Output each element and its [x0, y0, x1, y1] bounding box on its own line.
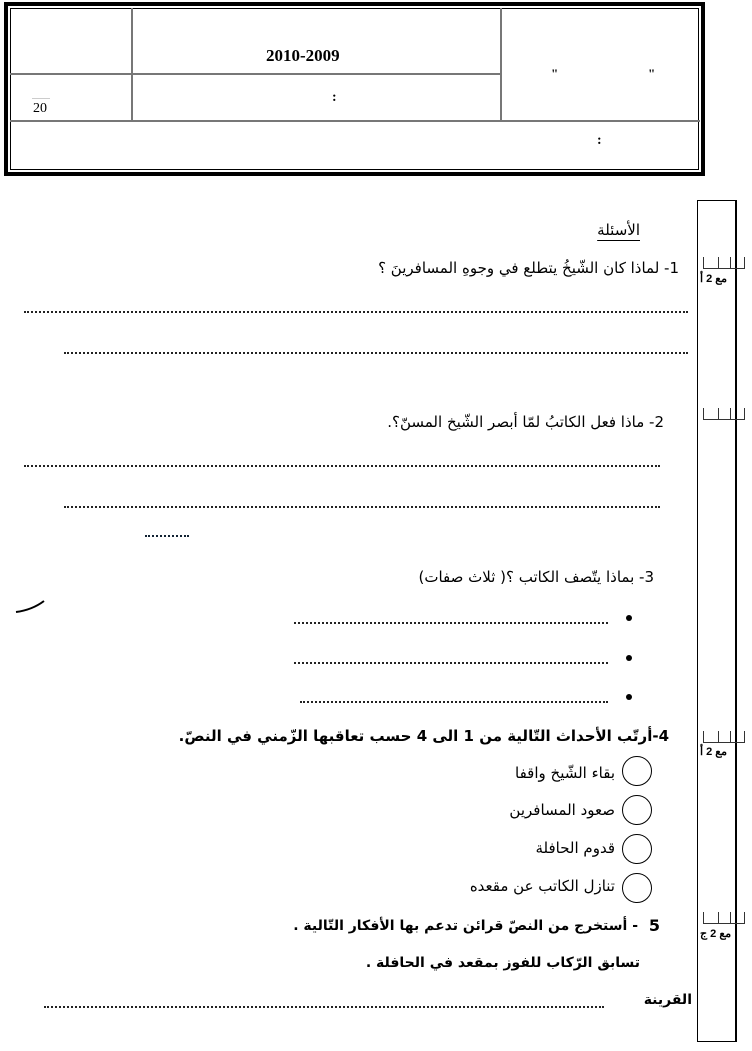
grade-scale-2 [700, 408, 740, 420]
header-row-divider [10, 73, 500, 75]
school-year: 2010-2009 [266, 46, 340, 65]
event-item-2: صعود المسافرين [509, 801, 615, 819]
criterion-label-1: مع 2 أ [700, 273, 728, 285]
grade-scale-1 [700, 257, 740, 269]
answer-line-q5[interactable] [44, 1006, 604, 1008]
stray-mark [145, 535, 189, 541]
section-title: الأسئلة [597, 221, 640, 239]
order-circle-1[interactable] [622, 756, 652, 786]
grade-scale-4 [700, 912, 740, 924]
criterion-label-4: مع 2 ج [700, 928, 732, 940]
question-2: 2- ماذا فعل الكاتبُ لمّا أبصر الشّيخ المسنّ؟. [387, 413, 664, 431]
order-circle-3[interactable] [622, 834, 652, 864]
question-5-number: 5 [648, 916, 660, 935]
answer-line-q1-1[interactable] [24, 311, 688, 313]
answer-line-q3-2[interactable] [294, 662, 608, 664]
class-field-colon: : [597, 133, 602, 148]
grade-scale-3 [700, 731, 740, 743]
bullet-icon [626, 655, 632, 661]
evidence-label: القرينة [643, 992, 692, 1008]
question-3: 3- بماذا يتّصف الكاتب ؟( ثلاث صفات) [418, 568, 654, 586]
stray-stroke [14, 598, 46, 614]
header-col-divider-2 [500, 8, 502, 121]
bullet-icon [626, 615, 632, 621]
name-field-colon: : [332, 90, 337, 105]
order-circle-4[interactable] [622, 873, 652, 903]
exam-header-table [4, 2, 705, 176]
answer-line-q3-3[interactable] [300, 701, 608, 703]
quote-mark-right: " [648, 66, 656, 81]
header-col-divider-1 [131, 8, 133, 121]
answer-line-q2-1[interactable] [24, 465, 660, 467]
question-5: - أستخرج من النصّ قرائن تدعم بها الأفكار التّالية . [293, 918, 638, 934]
order-circle-2[interactable] [622, 795, 652, 825]
answer-line-q2-2[interactable] [64, 506, 660, 508]
question-1: 1- لماذا كان الشّيخُ يتطلع في وجوهِ المسافرينَ ؟ [378, 259, 679, 277]
header-row-divider-2 [10, 120, 700, 122]
quote-mark-left: " [551, 66, 559, 81]
bullet-icon [626, 694, 632, 700]
event-item-4: تنازل الكاتب عن مقعده [469, 877, 615, 895]
answer-line-q1-2[interactable] [64, 352, 688, 354]
score-total: 20 [33, 101, 47, 116]
question-4: 4-أرتّب الأحداث التّالية من 1 الى 4 حسب تعاقبها الزّمني في النصّ. [178, 727, 669, 745]
idea-statement: تسابق الرّكاب للفوز بمقعد في الحافلة . [365, 955, 640, 971]
event-item-3: قدوم الحافلة [535, 839, 615, 857]
criterion-label-3: مع 2 أ [700, 746, 728, 758]
event-item-1: بقاء الشّيخ واقفا [515, 764, 615, 782]
score-fraction-bar [32, 98, 50, 99]
header-inner-border [10, 8, 699, 170]
answer-line-q3-1[interactable] [294, 622, 608, 624]
